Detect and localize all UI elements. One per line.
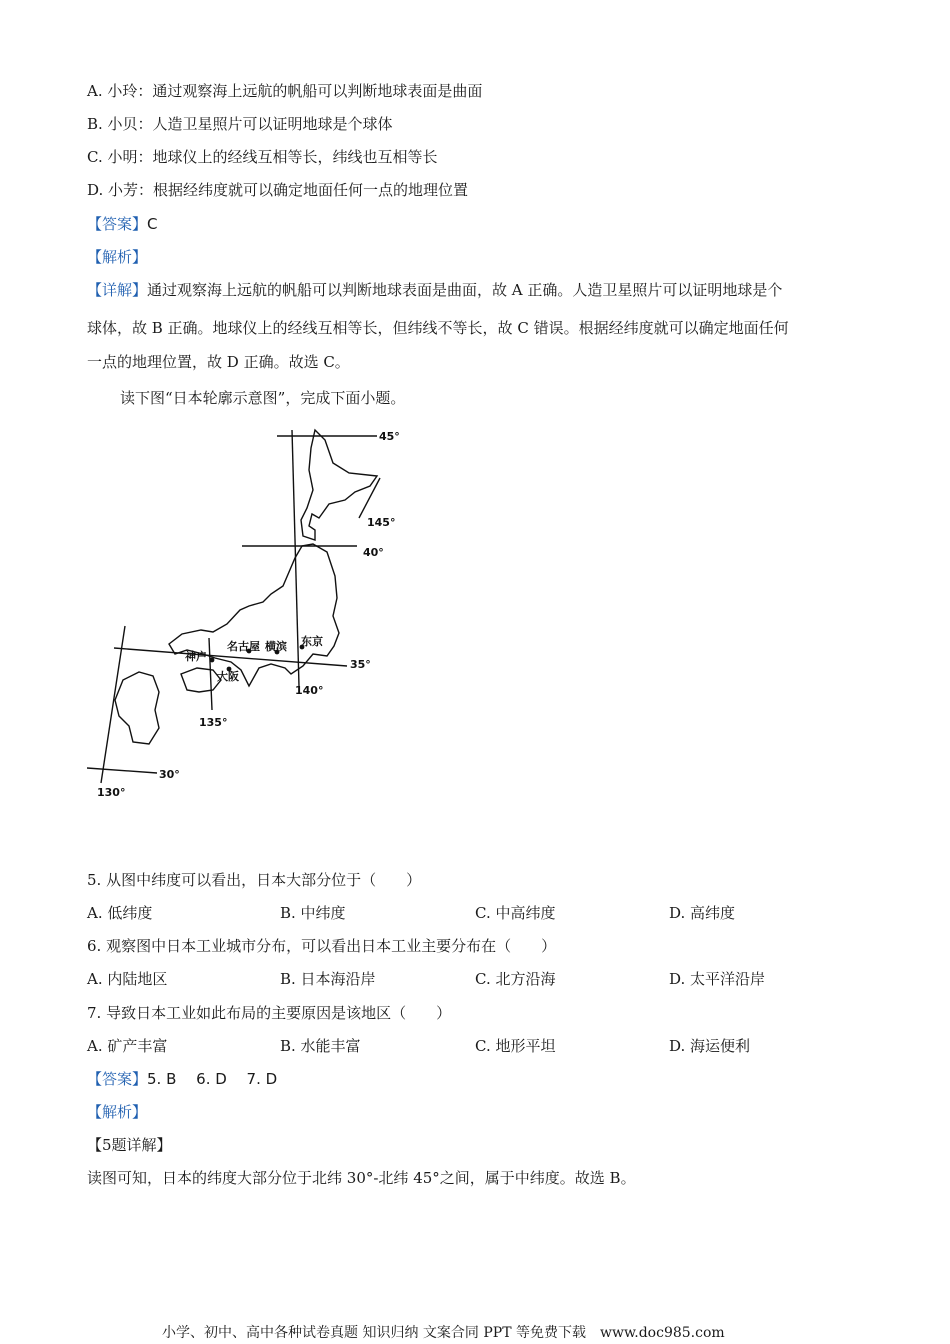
kyushu-outline [115, 672, 159, 744]
city-label-nagoya: 名古屋 [227, 640, 260, 653]
lon-label-145: 145° [367, 516, 396, 529]
answer-value: C [147, 215, 158, 233]
q6-stem: 6. 观察图中日本工业城市分布，可以看出日本工业主要分布在（ ） [87, 937, 557, 955]
q6-option-d: D. 太平洋沿岸 [669, 970, 766, 988]
detail5-text: 读图可知，日本的纬度大部分位于北纬 30°-北纬 45°之间，属于中纬度。故选 B。 [87, 1169, 636, 1187]
lat-label-45: 45° [379, 430, 400, 443]
detail-line-2: 球体，故 B 正确。地球仪上的经线互相等长，但纬线不等长，故 C 错误。根据经纬度就可以确定地面任何 [87, 319, 789, 337]
kobe-marker [210, 658, 215, 663]
city-label-osaka: 大阪 [217, 670, 239, 683]
q5-option-d: D. 高纬度 [669, 904, 736, 922]
q7-option-c: C. 地形平坦 [475, 1037, 556, 1055]
shikoku-outline [181, 668, 221, 692]
hokkaido-outline [301, 430, 377, 540]
q7-option-b: B. 水能丰富 [280, 1037, 361, 1055]
honshu-outline [169, 544, 339, 686]
q7-option-a: A. 矿产丰富 [87, 1037, 168, 1055]
q4-option-c: C. 小明：地球仪上的经线互相等长，纬线也互相等长 [87, 148, 438, 166]
detail-line-3: 一点的地理位置，故 D 正确。故选 C。 [87, 353, 350, 371]
q4-option-b: B. 小贝：人造卫星照片可以证明地球是个球体 [87, 115, 393, 133]
q7-stem: 7. 导致日本工业如此布局的主要原因是该地区（ ） [87, 1004, 452, 1022]
analysis-tag-2: 【解析】 [87, 1103, 148, 1121]
lon-label-140: 140° [295, 684, 324, 697]
lat-label-40: 40° [363, 546, 384, 559]
detail-tag: 【详解】 [87, 281, 148, 299]
q4-option-d: D. 小芳：根据经纬度就可以确定地面任何一点的地理位置 [87, 181, 469, 199]
analysis-tag-1: 【解析】 [87, 248, 148, 266]
city-label-kobe: 神户 [185, 650, 207, 663]
page-footer: 小学、初中、高中各种试卷真题 知识归纳 文案合同 PPT 等免费下载 www.doc985.com [162, 1325, 725, 1341]
lat-label-30: 30° [159, 768, 180, 781]
answer-line-1 [87, 214, 158, 234]
city-label-yokohama: 横滨 [265, 640, 287, 653]
q5-option-a: A. 低纬度 [87, 904, 153, 922]
answer-tag: 【答案】 [87, 215, 148, 233]
q7-option-d: D. 海运便利 [669, 1037, 751, 1055]
q6-option-c: C. 北方沿海 [475, 970, 556, 988]
japan-outline-map [87, 418, 407, 803]
lat-label-35: 35° [350, 658, 371, 671]
answer-line-2: 【答案】5. B 6. D 7. D [87, 1070, 278, 1088]
lon-130-line [101, 626, 125, 783]
lon-label-135: 135° [199, 716, 228, 729]
q5-stem: 5. 从图中纬度可以看出，日本大部分位于（ ） [87, 871, 422, 889]
answer-values: 5. B 6. D 7. D [147, 1070, 278, 1088]
detail5-tag: 【5题详解】 [87, 1136, 172, 1154]
detail-line-1: 【详解】通过观察海上远航的帆船可以判断地球表面是曲面，故 A 正确。人造卫星照片可以证明地球是个 [87, 281, 783, 299]
q6-option-a: A. 内陆地区 [87, 970, 168, 988]
city-label-tokyo: 东京 [301, 635, 323, 648]
map-intro: 读下图“日本轮廓示意图”，完成下面小题。 [120, 389, 406, 407]
q6-option-b: B. 日本海沿岸 [280, 970, 376, 988]
q5-option-c: C. 中高纬度 [475, 904, 556, 922]
lon-label-130: 130° [97, 786, 126, 799]
q5-option-b: B. 中纬度 [280, 904, 346, 922]
q4-option-a: A. 小玲：通过观察海上远航的帆船可以判断地球表面是曲面 [87, 82, 483, 100]
lat-30-line [87, 768, 157, 773]
lon-135-line [209, 638, 212, 710]
lon-145-line [359, 478, 380, 518]
